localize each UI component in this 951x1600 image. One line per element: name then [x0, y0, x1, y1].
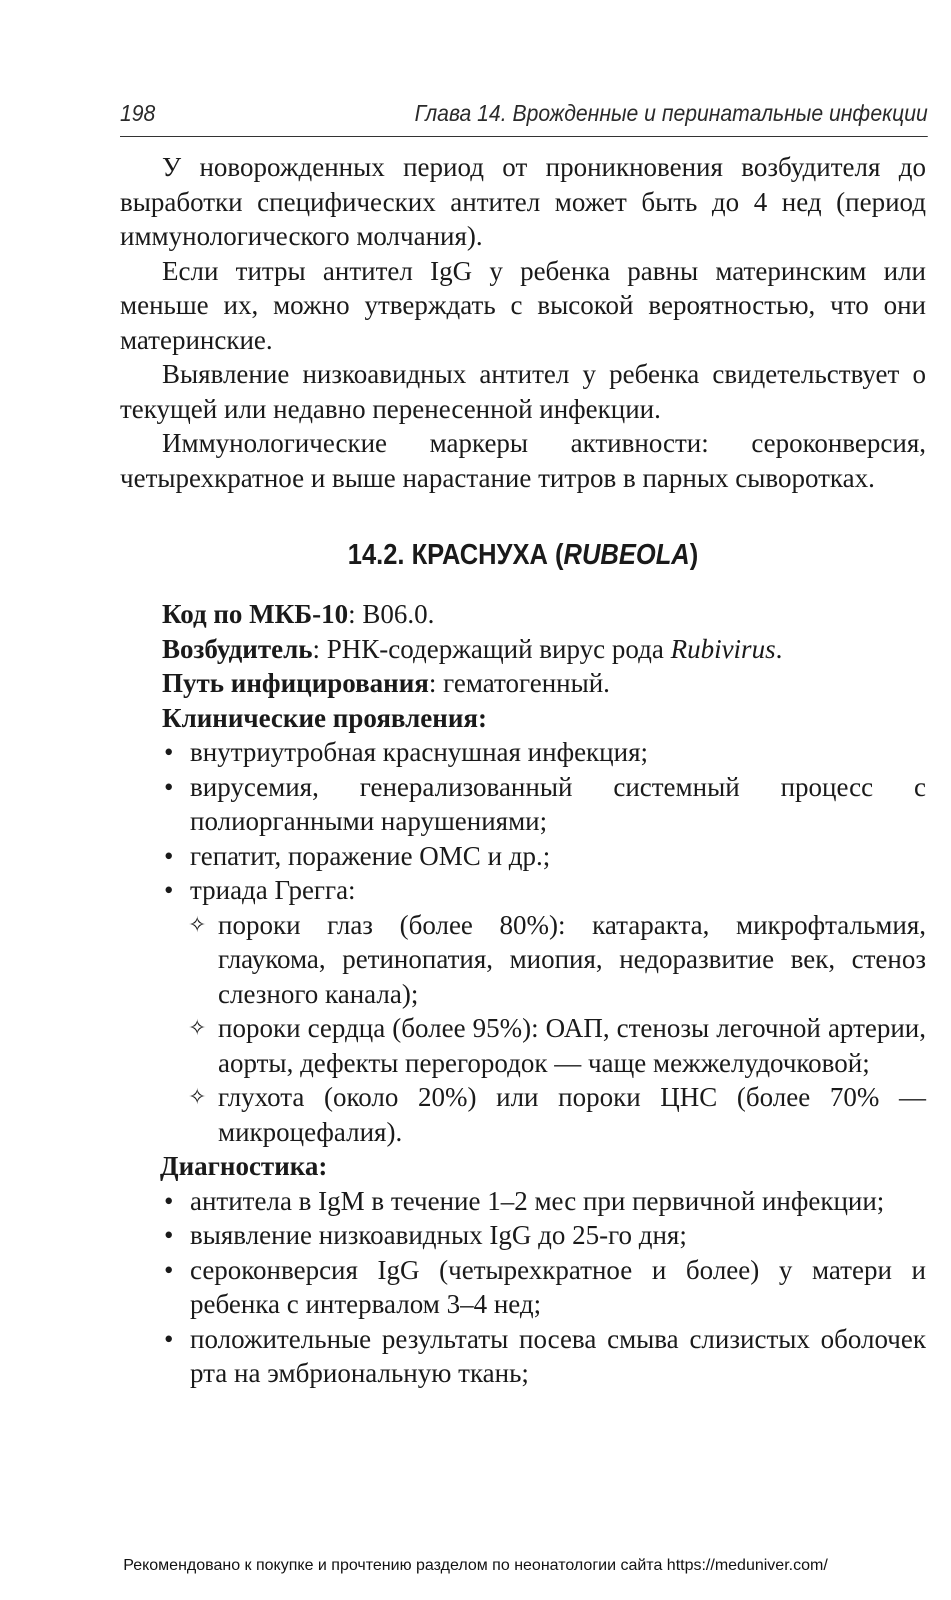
agent-value: : РНК-содержащий вирус рода [312, 633, 671, 664]
list-item: • сероконверсия IgG (четырехкратное и более) у матери и ребенка с интервалом 3–4 нед; [190, 1253, 926, 1322]
clinical-heading: Клинические проявления: [162, 702, 488, 733]
list-item: • выявление низкоавидных IgG до 25-го дня; [190, 1218, 926, 1253]
section-title-latin: RUBEOLA [563, 539, 690, 571]
page-header [120, 96, 928, 137]
route-value: : гематогенный. [428, 668, 610, 698]
icd-value: : B06.0. [348, 599, 435, 629]
list-item: • антитела в IgM в течение 1–2 мес при первичной инфекции; [190, 1184, 926, 1219]
diagnostics-heading: Диагностика: [160, 1151, 328, 1181]
intro-paragraph: Выявление низкоавидных антител у ребенка свидетельствует о текущей или недавно перенесенной инфекции. [120, 359, 926, 424]
section-title [168, 537, 877, 573]
sub-list-item [188, 908, 926, 1012]
agent-genus: Rubivirus [670, 633, 776, 664]
icd-code-line [162, 597, 926, 632]
gregg-triad-label: триада Грегга: [190, 875, 356, 905]
diamond-bullet-icon: ✧ [188, 1084, 207, 1109]
intro-paragraph: Если титры антител IgG у ребенка равны материнским или меньше их, можно утверждать с высокой вероятностью, что они материнские. [120, 255, 926, 355]
running-title: Глава 14. Врожденные и перинатальные инфекции [414, 100, 928, 126]
intro-paragraph: У новорожденных период от проникновения возбудителя до выработки специфических антител может быть до 4 нед (период иммунологического молчания). [120, 152, 926, 251]
sub-list-item-text: глухота (около 20%) или пороки ЦНС (более 70% — микроцефалия). [218, 1082, 926, 1147]
agent-label: Возбудитель [162, 633, 313, 664]
sub-list-item [188, 1080, 926, 1149]
page-content [120, 150, 926, 1391]
gregg-triad-list [190, 908, 926, 1150]
diagnostics-list [120, 1184, 926, 1391]
page-number: 198 [120, 100, 156, 126]
intro-paragraph: Иммунологические маркеры активности: сероконверсия, четырехкратное и выше нарастание титров в парных сыворотках. [120, 428, 926, 493]
list-item: • вирусемия, генерализованный системный процесс с полиорганными нарушениями; [190, 770, 926, 839]
list-item: • гепатит, поражение ОМС и др.; [190, 839, 926, 874]
sub-list-item-text: пороки сердца (более 95%): ОАП, стенозы легочной артерии, аорты, дефекты перегородок — чаще межжелудочковой; [218, 1013, 926, 1078]
section-title-prefix: 14.2. КРАСНУХА ( [347, 539, 564, 571]
clinical-list [120, 735, 926, 1149]
list-item [190, 873, 926, 1149]
diamond-bullet-icon: ✧ [188, 911, 207, 937]
list-item: • положительные результаты посева смыва слизистых оболочек рта на эмбриональную ткань; [190, 1322, 926, 1391]
sub-list-item-text: пороки глаз (более 80%): катаракта, микрофтальмия, глаукома, ретинопатия, миопия, недоразвитие век, стеноз слезного канала); [218, 909, 926, 1009]
section-title-suffix: ) [689, 539, 699, 571]
sub-list-item [188, 1011, 926, 1080]
diamond-bullet-icon: ✧ [188, 1015, 207, 1040]
agent-line [162, 632, 926, 667]
route-label: Путь инфицирования [162, 668, 429, 698]
route-line [162, 666, 926, 701]
icd-label: Код по МКБ-10 [162, 599, 349, 629]
list-item: • внутриутробная краснушная инфекция; [190, 735, 926, 770]
footer-notice: Рекомендовано к покупке и прочтению разделом по неонатологии сайта https://meduniver.com/ [123, 1557, 828, 1574]
agent-end: . [775, 633, 783, 664]
